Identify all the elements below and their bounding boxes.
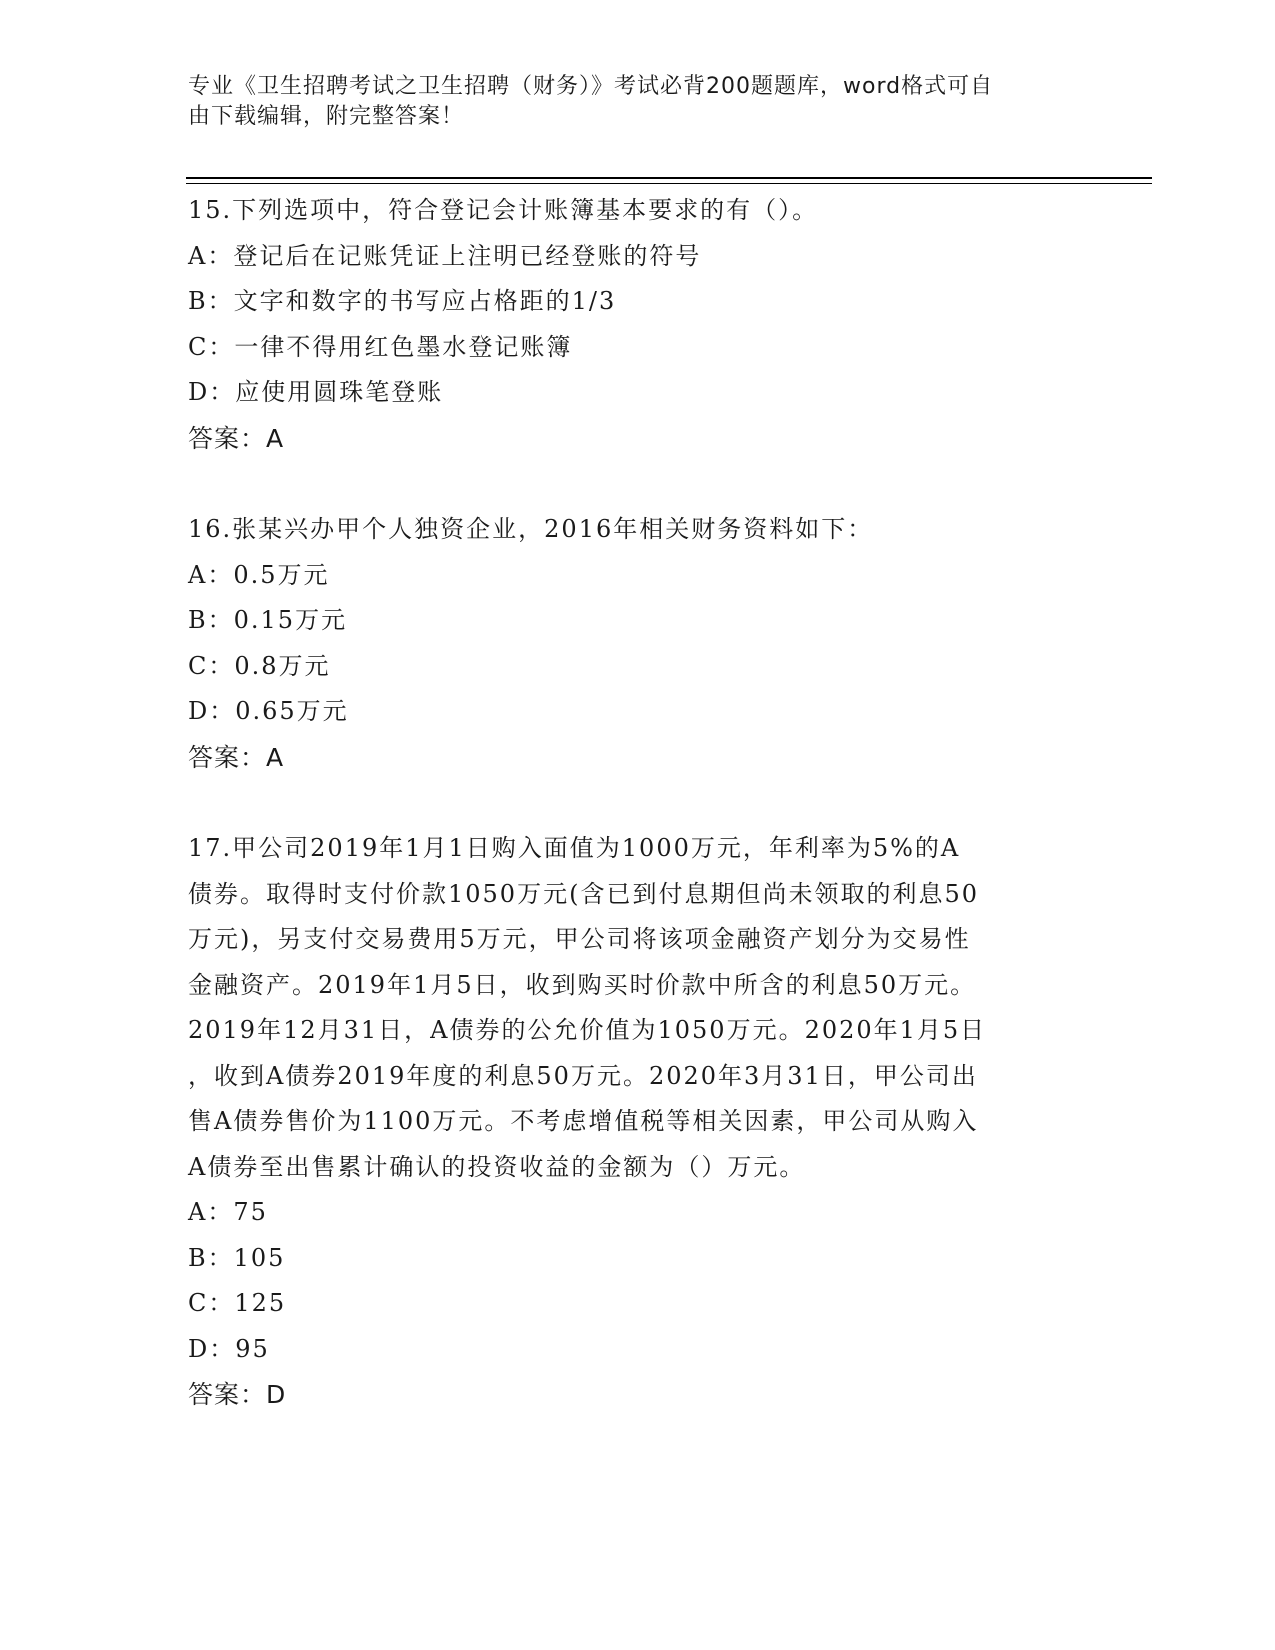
question-spacer	[188, 780, 1088, 826]
option-a: A：登记后在记账凭证上注明已经登账的符号	[188, 241, 702, 270]
option-c: C：0.8万元	[188, 651, 331, 680]
question-stem: 15.下列选项中，符合登记会计账簿基本要求的有（）。	[188, 196, 819, 224]
question-spacer	[188, 461, 1088, 507]
option-a: A：0.5万元	[188, 560, 330, 589]
stem-line: 债券。取得时支付价款1050万元(含已到付息期但尚未领取的利息50	[188, 879, 979, 908]
option-d: D：应使用圆珠笔登账	[188, 378, 444, 406]
question-16	[188, 507, 1088, 780]
option-c: C：一律不得用红色墨水登记账簿	[188, 332, 573, 361]
question-17	[188, 826, 1088, 1418]
document-header	[188, 72, 1068, 132]
header-divider-thin	[186, 183, 1152, 184]
stem-line: 万元)，另支付交易费用5万元，甲公司将该项金融资产划分为交易性	[188, 925, 971, 953]
option-b: B：0.15万元	[188, 606, 348, 634]
question-stem	[188, 826, 1088, 1190]
option-b: B：文字和数字的书写应占格距的1/3	[188, 287, 617, 315]
answer: 答案：D	[188, 1380, 287, 1409]
header-line-1: 专业《卫生招聘考试之卫生招聘（财务）》考试必背200题题库，word格式可自	[188, 74, 994, 99]
stem-line: A债券至出售累计确认的投资收益的金额为（）万元。	[188, 1152, 806, 1181]
answer: 答案：A	[188, 742, 285, 772]
question-15	[188, 188, 1088, 461]
header-line-2: 由下载编辑，附完整答案！	[188, 104, 465, 129]
stem-line: 2019年12月31日，A债券的公允价值为1050万元。2020年1月5日	[188, 1016, 987, 1044]
option-b: B：105	[188, 1243, 286, 1272]
stem-line: 17.甲公司2019年1月1日购入面值为1000万元，年利率为5%的A	[188, 834, 961, 862]
stem-line: 售A债券售价为1100万元。不考虑增值税等相关因素，甲公司从购入	[188, 1107, 979, 1135]
stem-line: ，收到A债券2019年度的利息50万元。2020年3月31日，甲公司出	[188, 1061, 978, 1090]
question-stem: 16.张某兴办甲个人独资企业，2016年相关财务资料如下：	[188, 515, 874, 543]
option-d: D：95	[188, 1334, 270, 1363]
option-a: A：75	[188, 1198, 268, 1226]
header-divider-thick	[186, 177, 1152, 179]
question-list	[188, 188, 1088, 1418]
option-c: C：125	[188, 1289, 287, 1317]
stem-line: 金融资产。2019年1月5日，收到购买时价款中所含的利息50万元。	[188, 970, 977, 999]
option-d: D：0.65万元	[188, 697, 349, 725]
answer: 答案：A	[188, 423, 285, 453]
